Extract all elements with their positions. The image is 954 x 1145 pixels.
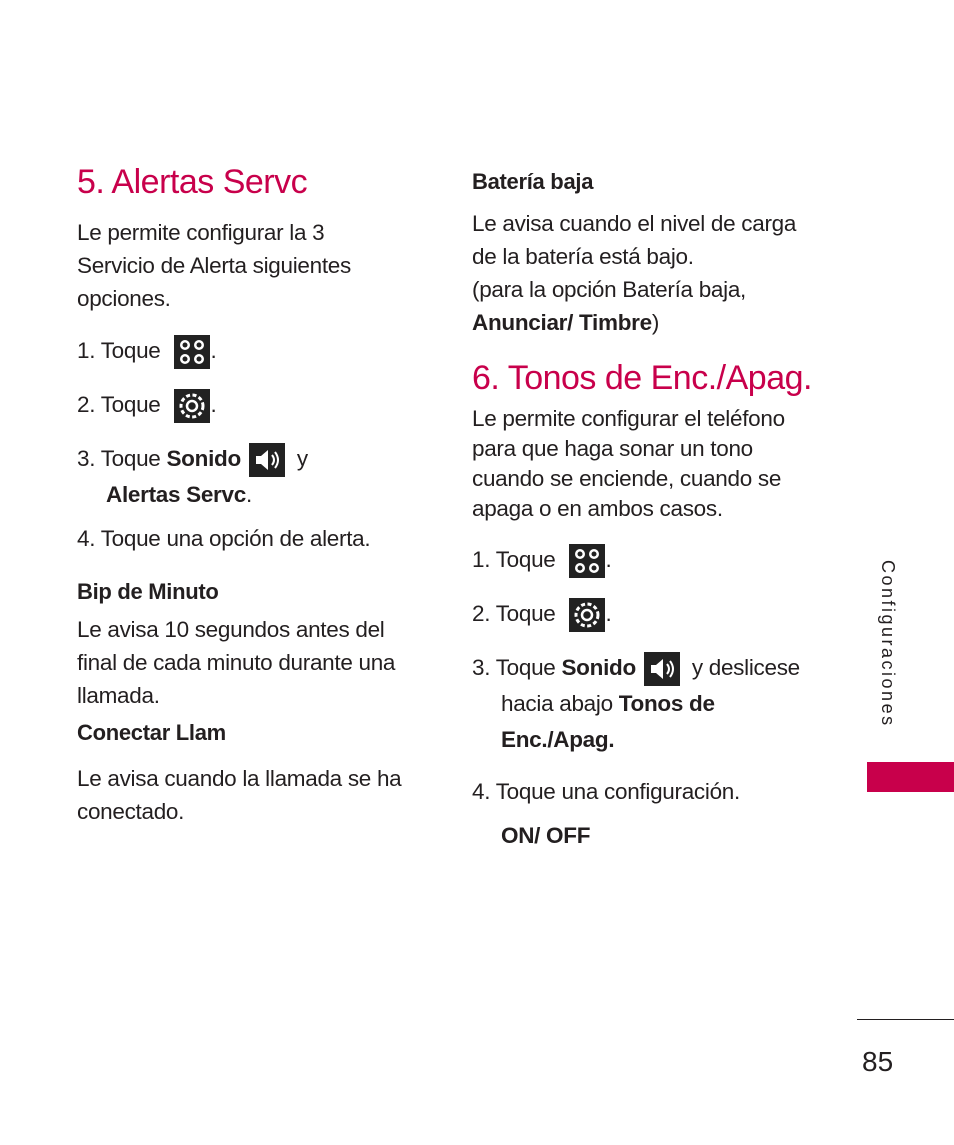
gear-icon <box>174 389 210 423</box>
left-step-4: 4. Toque una opción de alerta. <box>77 526 371 552</box>
right-step-1: 1. Toque . <box>472 542 842 578</box>
bateria-note: (para la opción Batería baja, Anunciar/ Timbre) <box>472 277 746 335</box>
right-step-4: 4. Toque una configuración. <box>472 779 740 805</box>
gear-icon <box>569 598 605 632</box>
right-column <box>472 163 842 854</box>
on-off-options: ON/ OFF <box>501 823 591 849</box>
side-tab-label: Configuraciones <box>878 560 898 728</box>
tonos-intro: Le permite configurar el teléfono para que haga sonar un tono cuando se enciende, cuando se apaga o en ambos casos. <box>472 406 785 521</box>
right-step-2: 2. Toque . <box>472 596 842 632</box>
bip-title: Bip de Minuto <box>77 579 219 605</box>
bateria-title: Batería baja <box>472 169 594 194</box>
speaker-icon <box>644 652 680 686</box>
speaker-icon <box>249 443 285 477</box>
menu-grid-icon <box>174 335 210 369</box>
side-tab-marker <box>867 762 954 792</box>
right-step-3-line3: Enc./Apag. <box>501 727 615 753</box>
conectar-body: Le avisa cuando la llamada se ha conectado. <box>77 766 402 825</box>
menu-grid-icon <box>569 544 605 578</box>
alertas-intro: Le permite configurar la 3 Servicio de Alerta siguientes opciones. <box>77 220 351 311</box>
section-heading-tonos: 6. Tonos de Enc./Apag. <box>472 359 812 397</box>
bip-body: Le avisa 10 segundos antes del final de cada minuto durante una llamada. <box>77 617 396 709</box>
page-number: 85 <box>862 1046 894 1077</box>
left-column <box>77 163 437 828</box>
right-step-3-line2: hacia abajo Tonos de <box>501 691 715 717</box>
section-heading-alertas: 5. Alertas Servc <box>77 163 308 201</box>
left-step-2: 2. Toque . <box>77 387 437 423</box>
left-step-3: 3. Toque Sonido y <box>77 441 437 477</box>
left-step-3-line2: Alertas Servc. <box>106 482 252 508</box>
conectar-title: Conectar Llam <box>77 720 226 746</box>
bateria-body: Le avisa cuando el nivel de carga de la batería está bajo. <box>472 211 797 269</box>
page-number-rule <box>857 1019 954 1020</box>
right-step-3: 3. Toque Sonido y deslicese <box>472 650 842 686</box>
left-step-1: 1. Toque . <box>77 333 437 369</box>
